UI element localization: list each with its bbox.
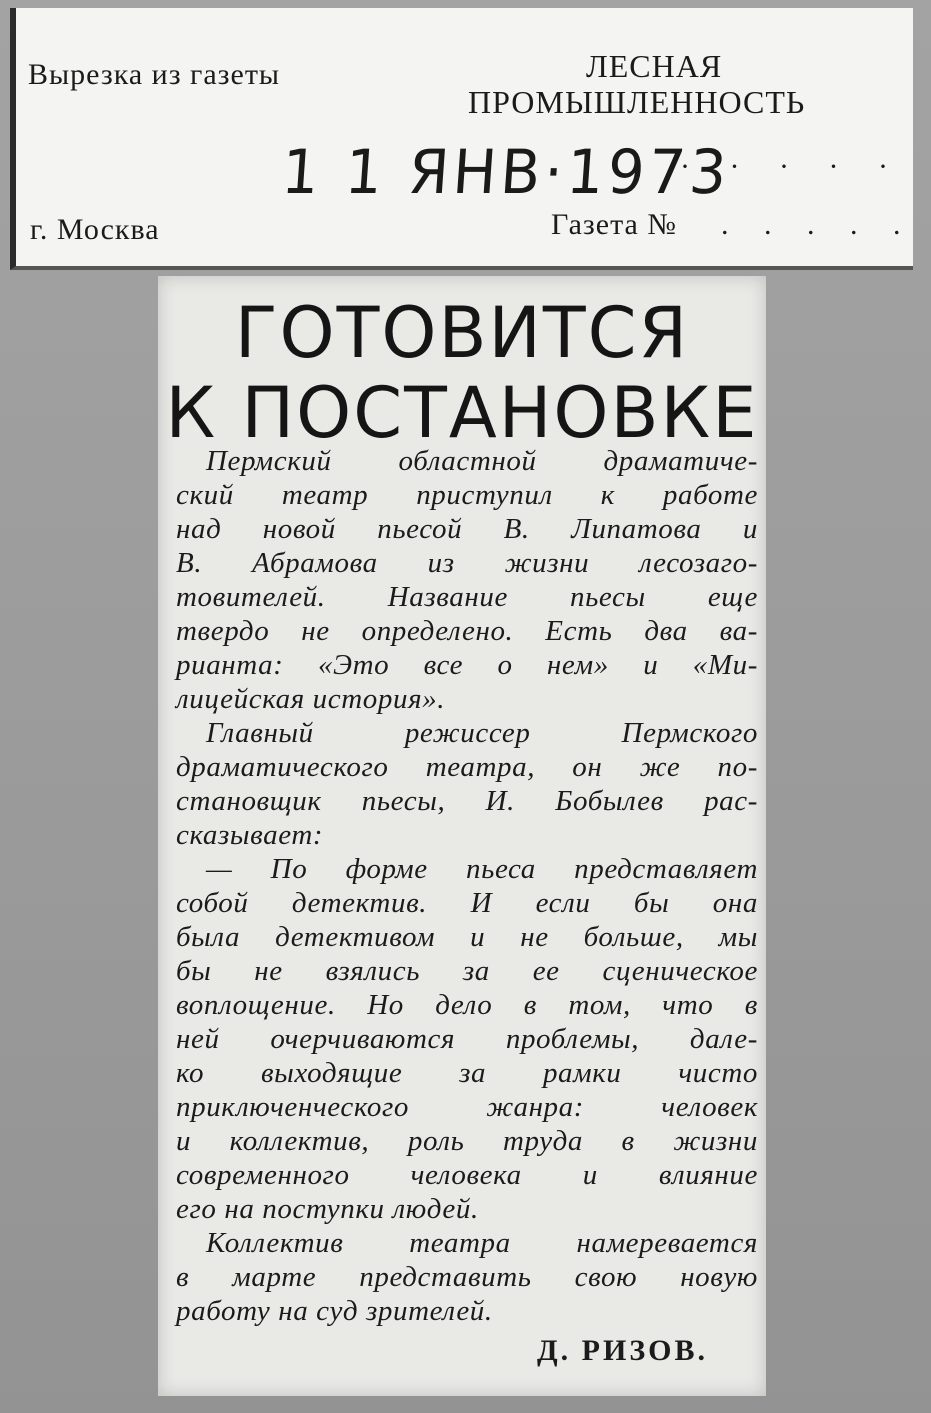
article-line: ко выходящие за рамки чисто xyxy=(176,1057,758,1089)
issue-number-label: Газета № xyxy=(551,208,677,241)
date-stamp-dots: · · · · · xyxy=(680,150,904,183)
article-line: приключенческого жанра: человек xyxy=(176,1091,758,1123)
article-line: лицейская история». xyxy=(176,683,446,715)
article-line: товителей. Название пьесы еще xyxy=(176,581,758,613)
article-line: воплощение. Но дело в том, что в xyxy=(176,989,758,1021)
article-line: драматического театра, он же по- xyxy=(176,751,758,783)
article-line: ский театр приступил к работе xyxy=(176,479,758,511)
article-line: В. Абрамова из жизни лесозаго- xyxy=(176,547,758,579)
article-line: над новой пьесой В. Липатова и xyxy=(176,513,758,545)
article-line: была детективом и не больше, мы xyxy=(176,921,758,953)
article-line: сказывает: xyxy=(176,819,324,851)
date-stamp: 1 1 ЯНВ·1973 xyxy=(279,136,733,208)
article-line: Коллектив театра намеревается xyxy=(206,1227,758,1259)
article-line: — По форме пьеса представляет xyxy=(206,853,758,885)
clip-source-label: Вырезка из газеты xyxy=(28,58,281,91)
article-line: и коллектив, роль труда в жизни xyxy=(176,1125,758,1157)
article-line: ней очерчиваются проблемы, дале- xyxy=(176,1023,758,1055)
article-line: его на поступки людей. xyxy=(176,1193,479,1225)
article-line: бы не взялись за ее сценическое xyxy=(176,955,758,987)
article-line: Главный режиссер Пермского xyxy=(206,717,758,749)
headline-line2: К ПОСТАНОВКЕ xyxy=(165,372,759,454)
newspaper-clipping xyxy=(158,276,766,1396)
article-line: становщик пьесы, И. Бобылев рас- xyxy=(176,785,758,817)
article-line: современного человека и влияние xyxy=(176,1159,758,1191)
headline-line1: ГОТОВИТСЯ xyxy=(234,292,690,374)
city-label: г. Москва xyxy=(30,213,160,246)
article-line: в марте представить свою новую xyxy=(176,1261,758,1293)
article-line: собой детектив. И если бы она xyxy=(176,887,758,919)
author-signature: Д. РИЗОВ. xyxy=(537,1334,708,1367)
article-line: Пермский областной драматиче- xyxy=(206,445,758,477)
article-line: рианта: «Это все о нем» и «Ми- xyxy=(176,649,758,681)
newspaper-name-line1: ЛЕСНАЯ xyxy=(586,48,723,84)
article-line: твердо не определено. Есть два ва- xyxy=(176,615,758,647)
issue-number-dots: . . . . . xyxy=(721,208,915,241)
newspaper-name-line2: ПРОМЫШЛЕННОСТЬ xyxy=(468,84,806,120)
article-line: работу на суд зрителей. xyxy=(176,1295,493,1327)
